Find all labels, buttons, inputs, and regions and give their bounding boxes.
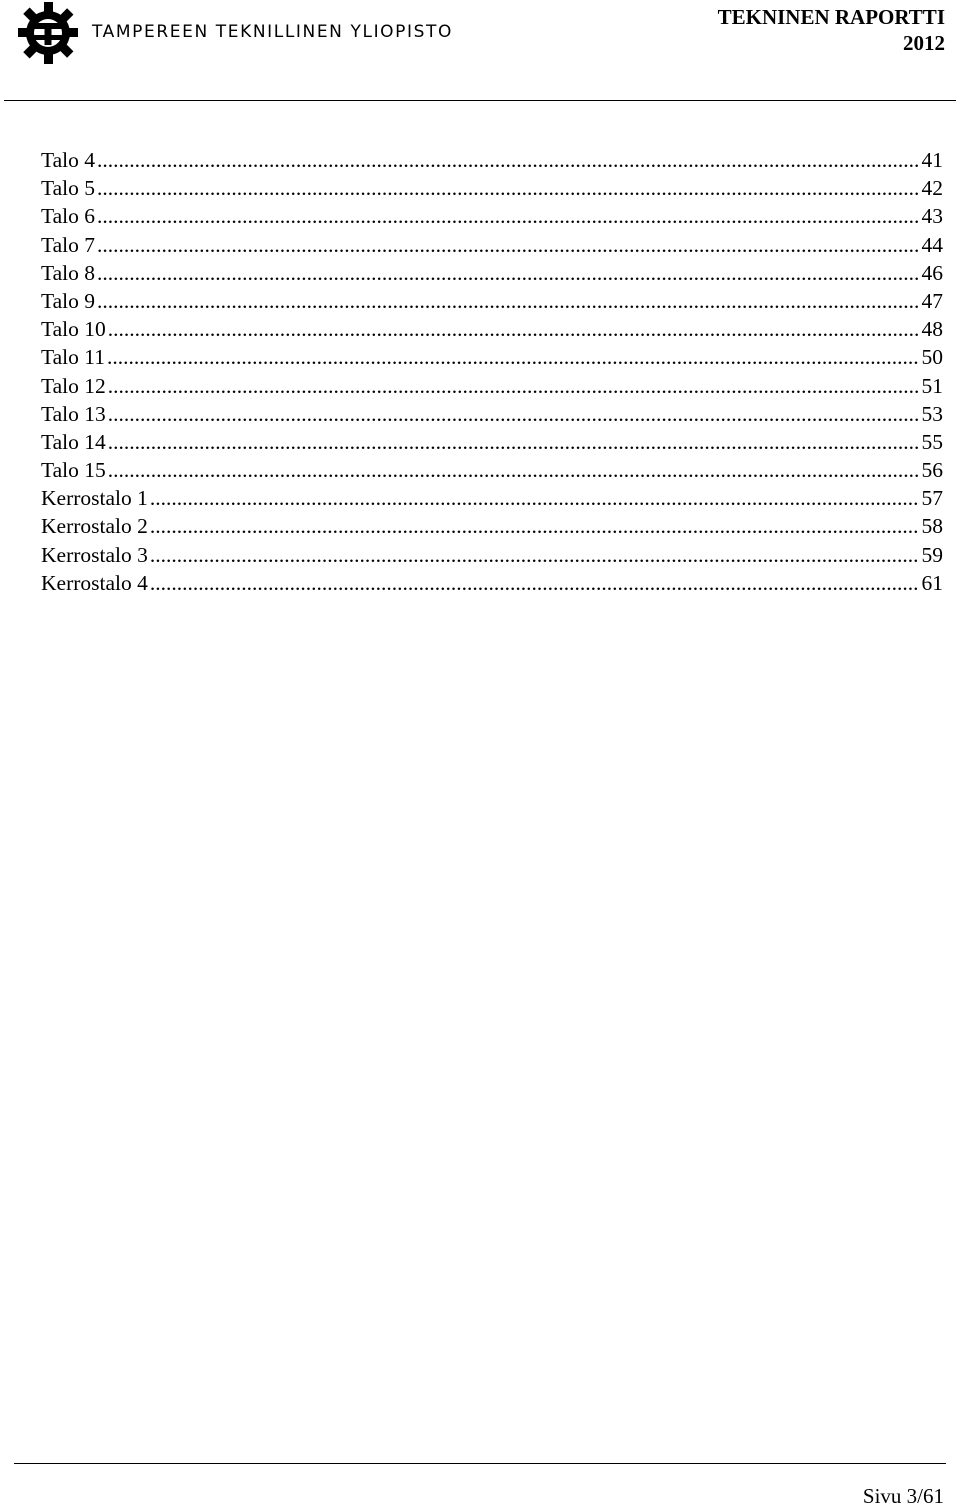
toc-entry-label: Talo 5 bbox=[41, 176, 96, 201]
toc-entry[interactable] bbox=[41, 428, 943, 456]
toc-entry-label: Talo 7 bbox=[41, 232, 96, 257]
toc-entry-label: Talo 11 bbox=[41, 345, 105, 370]
toc-dot-leader bbox=[150, 541, 920, 569]
toc-entry-page: 43 bbox=[921, 204, 943, 229]
toc-entry-page: 48 bbox=[921, 317, 943, 342]
toc-entry-label: Talo 8 bbox=[41, 260, 96, 285]
toc-dot-leader bbox=[150, 484, 920, 512]
toc-entry[interactable] bbox=[41, 456, 943, 484]
toc-dot-leader bbox=[150, 512, 920, 540]
toc-dot-leader bbox=[108, 372, 920, 400]
toc-dot-leader bbox=[97, 259, 919, 287]
toc-entry[interactable] bbox=[41, 343, 943, 371]
toc-entry-label: Kerrostalo 4 bbox=[41, 570, 148, 595]
footer-divider bbox=[14, 1463, 946, 1464]
toc-dot-leader bbox=[108, 315, 920, 343]
toc-entry[interactable] bbox=[41, 400, 943, 428]
toc-entry-page: 58 bbox=[921, 514, 943, 539]
toc-entry-label: Kerrostalo 2 bbox=[41, 514, 148, 539]
toc-dot-leader bbox=[97, 202, 919, 230]
toc-entry[interactable] bbox=[41, 569, 943, 597]
toc-entry[interactable] bbox=[41, 174, 943, 202]
toc-entry-page: 51 bbox=[921, 373, 943, 398]
toc-entry-label: Talo 15 bbox=[41, 458, 106, 483]
report-heading bbox=[718, 4, 945, 56]
report-year: 2012 bbox=[903, 31, 945, 55]
table-of-contents bbox=[41, 146, 943, 597]
toc-entry-label: Talo 14 bbox=[41, 429, 106, 454]
toc-entry-label: Talo 6 bbox=[41, 204, 96, 229]
toc-entry-page: 47 bbox=[921, 288, 943, 313]
toc-entry-label: Talo 9 bbox=[41, 288, 96, 313]
toc-entry[interactable] bbox=[41, 315, 943, 343]
toc-entry-page: 46 bbox=[921, 260, 943, 285]
university-name: TAMPEREEN TEKNILLINEN YLIOPISTO bbox=[92, 22, 453, 42]
toc-dot-leader bbox=[97, 146, 919, 174]
report-title: TEKNINEN RAPORTTI bbox=[717, 5, 945, 29]
toc-entry-page: 56 bbox=[921, 458, 943, 483]
toc-entry-label: Talo 4 bbox=[41, 148, 96, 172]
toc-entry-page: 42 bbox=[921, 176, 943, 201]
header-divider bbox=[4, 100, 956, 101]
toc-entry[interactable] bbox=[41, 372, 943, 400]
toc-entry[interactable] bbox=[41, 484, 943, 512]
university-logo-icon bbox=[18, 2, 78, 64]
toc-entry[interactable] bbox=[41, 512, 943, 540]
toc-entry-label: Kerrostalo 1 bbox=[41, 486, 148, 511]
toc-entry-label: Talo 10 bbox=[41, 317, 106, 342]
toc-entry[interactable] bbox=[41, 541, 943, 569]
toc-entry-label: Talo 12 bbox=[41, 373, 106, 398]
toc-entry-page: 59 bbox=[921, 542, 943, 567]
page-number: Sivu 3/61 bbox=[862, 1484, 944, 1508]
toc-entry-page: 61 bbox=[921, 570, 943, 595]
toc-entry-page: 50 bbox=[921, 345, 943, 370]
toc-entry-page: 55 bbox=[921, 429, 943, 454]
toc-dot-leader bbox=[150, 569, 920, 597]
toc-entry[interactable] bbox=[41, 287, 943, 315]
toc-entry-label: Kerrostalo 3 bbox=[41, 542, 148, 567]
toc-dot-leader bbox=[107, 343, 920, 371]
toc-dot-leader bbox=[108, 400, 920, 428]
toc-entry[interactable] bbox=[41, 231, 943, 259]
toc-entry-page: 41 bbox=[921, 148, 943, 172]
toc-entry-page: 53 bbox=[921, 401, 943, 426]
toc-entry[interactable] bbox=[41, 146, 943, 174]
toc-dot-leader bbox=[108, 428, 920, 456]
toc-dot-leader bbox=[97, 174, 919, 202]
toc-dot-leader bbox=[97, 287, 919, 315]
toc-dot-leader bbox=[108, 456, 920, 484]
toc-entry-page: 57 bbox=[921, 486, 943, 511]
toc-entry-label: Talo 13 bbox=[41, 401, 106, 426]
toc-entry[interactable] bbox=[41, 202, 943, 230]
toc-dot-leader bbox=[97, 231, 919, 259]
toc-entry[interactable] bbox=[41, 259, 943, 287]
toc-entry-page: 44 bbox=[921, 232, 943, 257]
